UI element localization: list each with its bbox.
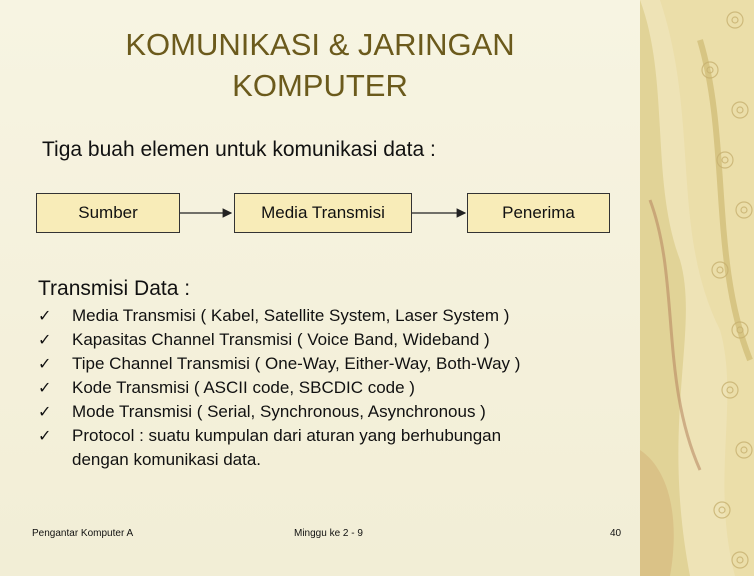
box-sumber: Sumber (36, 193, 180, 233)
check-icon: ✓ (38, 330, 52, 349)
check-icon: ✓ (38, 354, 52, 373)
box-media-transmisi: Media Transmisi (234, 193, 412, 233)
check-icon: ✓ (38, 402, 52, 421)
footer-course: Pengantar Komputer A (32, 528, 134, 539)
footer-week: Minggu ke 2 - 9 (294, 528, 363, 539)
check-icon: ✓ (38, 426, 52, 445)
bullet-list (38, 304, 608, 472)
slide-subtitle: Tiga buah elemen untuk komunikasi data : (42, 138, 436, 161)
footer-page-number: 40 (610, 528, 622, 539)
floral-pattern-icon (640, 0, 754, 576)
decorative-border (640, 0, 754, 576)
box-penerima: Penerima (467, 193, 610, 233)
section-title: Transmisi Data : (38, 277, 191, 300)
slide-title: KOMUNIKASI & JARINGAN KOMPUTER (125, 27, 515, 103)
list-item-continuation: dengan komunikasi data. (72, 450, 262, 469)
check-icon: ✓ (38, 306, 52, 325)
list-item: ✓ Protocol : suatu kumpulan dari aturan yang berhubungan (38, 424, 608, 448)
list-item: ✓ Mode Transmisi ( Serial, Synchronous, Asynchronous ) (38, 400, 608, 424)
list-item: ✓ Kapasitas Channel Transmisi ( Voice Band, Wideband ) (38, 328, 608, 352)
check-icon: ✓ (38, 378, 52, 397)
list-item: ✓ Kode Transmisi ( ASCII code, SBCDIC code ) (38, 376, 608, 400)
list-item: ✓ Media Transmisi ( Kabel, Satellite System, Laser System ) (38, 304, 608, 328)
list-item: ✓ Tipe Channel Transmisi ( One-Way, Either-Way, Both-Way ) (38, 352, 608, 376)
